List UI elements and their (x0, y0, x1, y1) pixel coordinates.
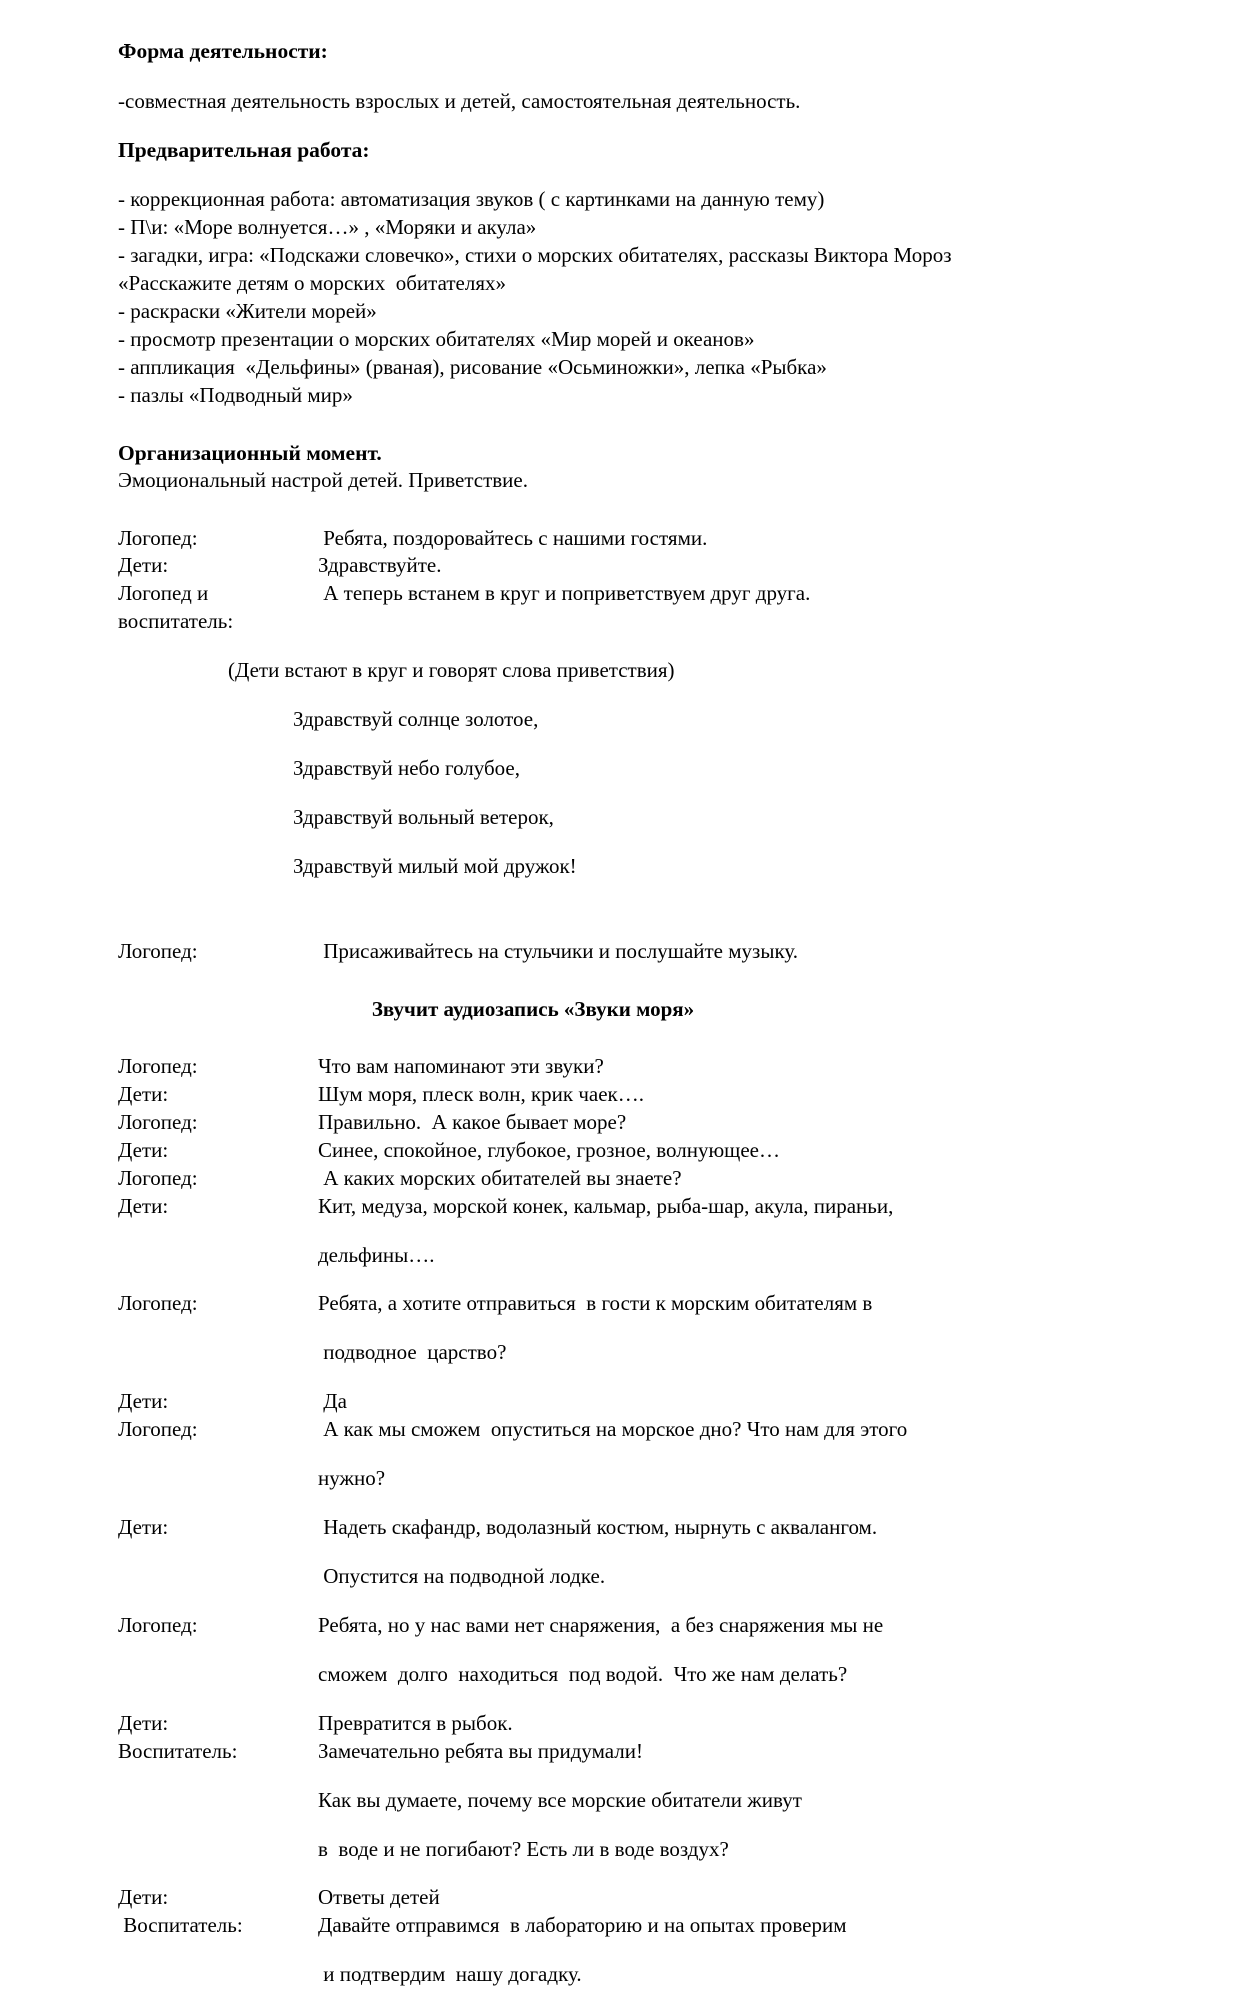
dialogue-sea-discussion (118, 1053, 1068, 1989)
speech-continuation: Опустится на подводной лодке. (318, 1564, 606, 1589)
speaker-label: Логопед: (118, 1109, 198, 1134)
dialogue-line (118, 1738, 1068, 1766)
preliminary-work-heading: Предварительная работа: (118, 137, 370, 162)
spacer (118, 115, 1068, 137)
speech-text: Кит, медуза, морской конек, кальмар, рыба-шар, акула, пираньи, (318, 1193, 894, 1218)
dialogue-sit-down (118, 938, 1068, 966)
speech-text: Ответы детей (318, 1885, 440, 1910)
list-item: - просмотр презентации о морских обитателях «Мир морей и океанов» (118, 326, 755, 351)
dialogue-greeting (118, 525, 1068, 637)
spacer (118, 966, 1068, 996)
speech-text: Надеть скафандр, водолазный костюм, нырнуть с аквалангом. (318, 1515, 878, 1540)
speech-text: Да (318, 1389, 347, 1414)
list-item: - коррекционная работа: автоматизация звуков ( с картинками на данную тему) (118, 187, 825, 212)
verse-line: Здравствуй небо голубое, (293, 756, 521, 781)
dialogue-line (118, 1109, 1068, 1137)
dialogue-line (118, 1514, 1068, 1542)
speaker-label: воспитатель: (118, 609, 234, 634)
spacer (118, 495, 1068, 525)
speaker-label: Логопед: (118, 1054, 198, 1079)
verse-line: Здравствуй милый мой дружок! (293, 853, 577, 878)
dialogue-line (118, 1290, 1068, 1318)
dialogue-line (118, 1416, 1068, 1444)
dialogue-line (118, 1081, 1068, 1109)
dialogue-line (118, 525, 1068, 553)
list-item: - аппликация «Дельфины» (рваная), рисование «Осьминожки», лепка «Рыбка» (118, 354, 827, 379)
document-body (118, 38, 1068, 2010)
spacer (118, 410, 1068, 440)
speech-text: Превратится в рыбок. (318, 1710, 513, 1735)
speech-text: Синее, спокойное, глубокое, грозное, волнующее… (318, 1137, 780, 1162)
list-item: - загадки, игра: «Подскажи словечко», стихи о морских обитателях, рассказы Виктора Мороз «Расскажите детям о морских обитателях» (118, 243, 957, 296)
speech-continuation: сможем долго находиться под водой. Что же нам делать? (318, 1661, 848, 1686)
speaker-label: Логопед и (118, 581, 209, 606)
speech-text: Ребята, а хотите отправиться в гости к морским обитателям в (318, 1291, 873, 1316)
speaker-label: Логопед: (118, 1165, 198, 1190)
dialogue-line (118, 1165, 1068, 1193)
preliminary-work-list (118, 186, 1068, 409)
speaker-label: Дети: (118, 1081, 169, 1106)
speech-text: Ребята, поздоровайтесь с нашими гостями. (318, 525, 708, 550)
spacer (118, 66, 1068, 88)
verse-line: Здравствуй солнце золотое, (293, 707, 539, 732)
speaker-label: Логопед: (118, 1417, 198, 1442)
form-of-activity-heading: Форма деятельности: (118, 39, 328, 63)
speech-text: А теперь встанем в круг и поприветствуем друг друга. (318, 581, 811, 606)
speech-text: Замечательно ребята вы придумали! (318, 1738, 643, 1763)
speech-text: Шум моря, плеск волн, крик чаек…. (318, 1081, 644, 1106)
speech-continuation: Как вы думаете, почему все морские обитатели живут (318, 1787, 802, 1812)
list-item: - П\и: «Море волнуется…» , «Моряки и акула» (118, 215, 537, 240)
speech-continuation: и подтвердим нашу догадку. (318, 1962, 582, 1987)
verse-line: Здравствуй вольный ветерок, (293, 804, 554, 829)
speech-continuation: в воде и не погибают? Есть ли в воде воздух? (318, 1836, 729, 1861)
speaker-label: Дети: (118, 1193, 169, 1218)
organizational-moment-heading: Организационный момент. (118, 440, 382, 465)
speaker-label: Дети: (118, 553, 169, 578)
spacer (118, 164, 1068, 186)
stage-direction: (Дети встают в круг и говорят слова приветствия) (228, 658, 675, 683)
speech-text: Здравствуйте. (318, 553, 442, 578)
speaker-label: Дети: (118, 1389, 169, 1414)
dialogue-line (118, 1388, 1068, 1416)
speech-text: Что вам напоминают эти звуки? (318, 1054, 604, 1079)
speaker-label: Воспитатель: (118, 1738, 238, 1763)
speaker-label: Дети: (118, 1515, 169, 1540)
speaker-label: Дети: (118, 1137, 169, 1162)
speech-text: Присаживайтесь на стульчики и послушайте музыку. (318, 938, 798, 963)
speech-text: А как мы сможем опуститься на морское дно? Что нам для этого (318, 1417, 908, 1442)
speaker-label: Логопед: (118, 525, 198, 550)
form-of-activity-text: -совместная деятельность взрослых и детей, самостоятельная деятельность. (118, 88, 801, 113)
speech-text: Давайте отправимся в лабораторию и на опытах проверим (318, 1913, 847, 1938)
speaker-label: Дети: (118, 1885, 169, 1910)
dialogue-line (118, 552, 1068, 580)
spacer (118, 902, 1068, 938)
speaker-label: Воспитатель: (118, 1913, 243, 1938)
spacer (118, 1023, 1068, 1053)
dialogue-line (118, 1710, 1068, 1738)
dialogue-line (118, 1884, 1068, 1912)
speech-text: Ребята, но у нас вами нет снаряжения, а без снаряжения мы не (318, 1612, 884, 1637)
dialogue-line (118, 1137, 1068, 1165)
dialogue-line (118, 1193, 1068, 1221)
speech-text: Правильно. А какое бывает море? (318, 1109, 627, 1134)
dialogue-line (118, 938, 1068, 966)
dialogue-line (118, 608, 1068, 636)
speech-continuation: нужно? (318, 1466, 386, 1491)
speech-continuation: дельфины…. (318, 1242, 435, 1267)
list-item: - раскраски «Жители морей» (118, 299, 377, 324)
speaker-label: Логопед: (118, 1612, 198, 1637)
speaker-label: Логопед: (118, 1291, 198, 1316)
dialogue-line (118, 1612, 1068, 1640)
speaker-label: Логопед: (118, 938, 198, 963)
dialogue-line (118, 1912, 1068, 1940)
list-item: - пазлы «Подводный мир» (118, 382, 353, 407)
dialogue-line (118, 1053, 1068, 1081)
speech-continuation: подводное царство? (318, 1340, 507, 1365)
audio-recording-heading: Звучит аудиозапись «Звуки моря» (371, 996, 695, 1021)
dialogue-line (118, 580, 1068, 608)
organizational-moment-subtext: Эмоциональный настрой детей. Приветствие. (118, 468, 528, 493)
speech-text: А каких морских обитателей вы знаете? (318, 1165, 682, 1190)
speaker-label: Дети: (118, 1710, 169, 1735)
